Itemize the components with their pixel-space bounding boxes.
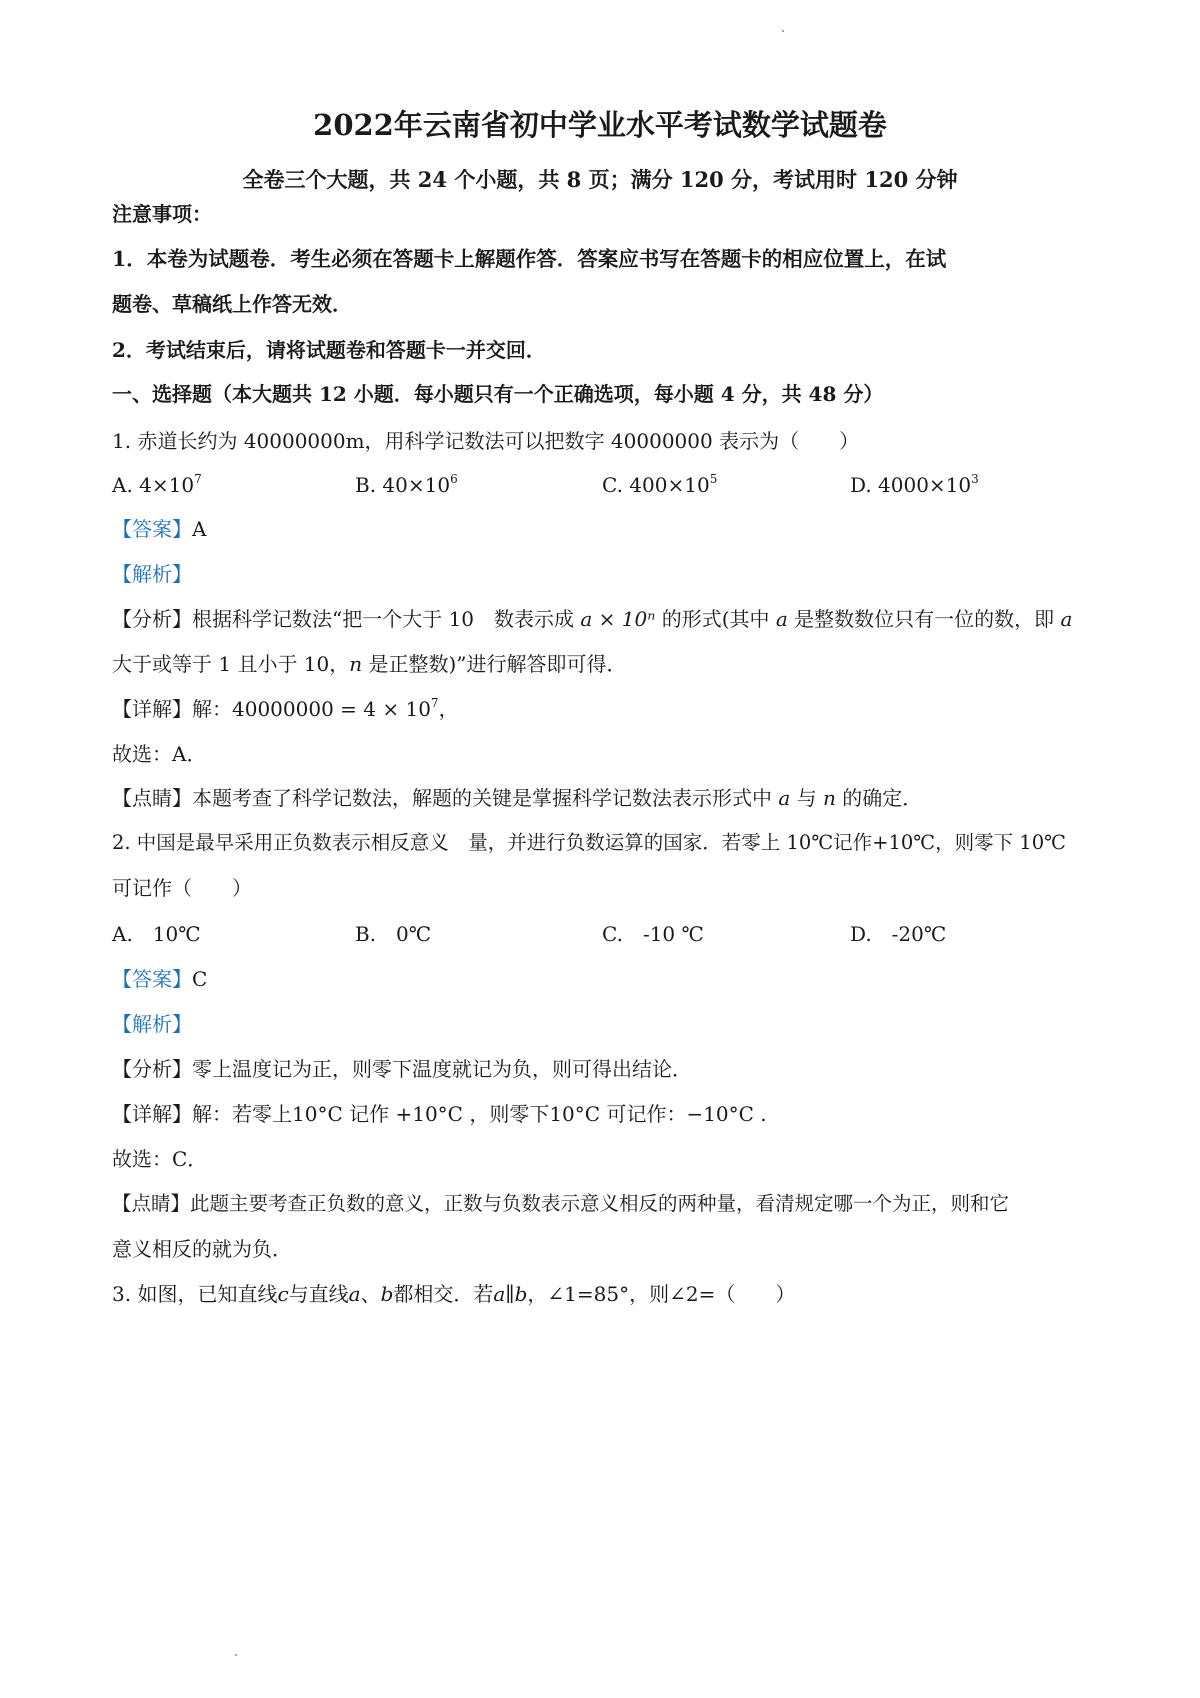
q2-stem-line-2: 可记作（ ） <box>112 876 252 900</box>
q1-comment-var-n: n <box>823 786 836 810</box>
q1-comment <box>112 784 922 812</box>
q2-comment-tag: 【点睛】 <box>112 1192 191 1215</box>
q1-option-b <box>355 471 458 499</box>
q1-option-c <box>602 471 717 499</box>
page-subtitle: 全卷三个大题，共 24 个小题，共 8 页；满分 120 分，考试用时 120 分钟 <box>242 167 958 192</box>
q1-analysis-text-2: 的形式(其中 <box>661 607 770 631</box>
q3-stem-text-5: ，∠1=85°，则∠2=（ ） <box>527 1282 796 1306</box>
q2-analysis-text: 零上温度记为正，则零下温度就记为负，则可得出结论． <box>192 1057 692 1081</box>
q2-answer <box>112 965 207 993</box>
q2-option-b: B. 0℃ <box>355 922 432 946</box>
q1-analysis-tag: 【分析】 <box>112 607 192 631</box>
notice-heading: 注意事项： <box>112 202 212 226</box>
q2-jiexi-tag: 【解析】 <box>112 1012 192 1036</box>
q2-detail <box>112 1100 767 1128</box>
q1-analysis-line-2 <box>112 650 627 678</box>
q1-jiexi-tag: 【解析】 <box>112 562 192 586</box>
page-title: 2022年云南省初中学业水平考试数学试题卷 <box>313 108 887 142</box>
q3-stem-var-b-2: b <box>514 1282 528 1306</box>
q1-answer-tag: 【答案】 <box>112 517 192 541</box>
q1-option-d <box>850 471 979 499</box>
notice-item-2: 2．考试结束后，请将试题卷和答题卡一并交回． <box>112 338 546 362</box>
q2-choose: 故选：C． <box>112 1147 208 1171</box>
notice-item-1-line-2: 题卷、草稿纸上作答无效． <box>112 292 352 316</box>
q1-analysis-text-4: 大于或等于 1 且小于 10， <box>112 652 350 676</box>
q2-comment-line-1 <box>112 1190 1009 1218</box>
q1-comment-text-2: 与 <box>796 786 817 810</box>
q1-detail-exponent: 7 <box>430 696 439 710</box>
q1-detail-end: ， <box>438 697 459 721</box>
q1-stem: 1. 赤道长约为 40000000m，用科学记数法可以把数字 40000000 表示为（ ） <box>112 429 860 453</box>
q1-answer-value: A <box>192 517 207 541</box>
q1-comment-tag: 【点睛】 <box>112 786 192 810</box>
q1-comment-text-1: 本题考查了科学记数法，解题的关键是掌握科学记数法表示形式中 <box>192 786 772 810</box>
q1-detail-text: 解：40000000 = 4 × 10 <box>192 697 431 721</box>
q2-comment-line-2: 意义相反的就为负． <box>112 1237 292 1261</box>
q3-stem-text-2: 与直线 <box>288 1282 349 1306</box>
q1-option-b-exponent: 6 <box>450 472 458 486</box>
q3-stem <box>112 1280 795 1308</box>
q1-option-a-text: A. 4×10 <box>112 473 195 497</box>
q2-detail-text: 解：若零上10°C 记作 +10°C ，则零下10°C 可记作：−10°C . <box>192 1102 767 1126</box>
scan-dot <box>782 30 784 32</box>
q1-choose: 故选：A． <box>112 742 207 766</box>
q1-detail-tag: 【详解】 <box>112 697 192 721</box>
q1-option-c-exponent: 5 <box>709 472 718 486</box>
q3-stem-text-4: 都相交．若 <box>393 1282 494 1306</box>
q2-answer-value: C <box>192 967 208 991</box>
q1-comment-var-a: a <box>778 786 791 810</box>
q1-option-d-text: D. 4000×10 <box>850 473 972 497</box>
q2-stem-line-1: 2. 中国是最早采用正负数表示相反意义 量，并进行负数运算的国家．若零上 10℃记作+10℃，则零下 10℃ <box>112 831 1066 854</box>
q1-analysis-var-n: n <box>349 652 363 676</box>
q2-analysis <box>112 1055 692 1083</box>
q2-option-d: D. -20℃ <box>850 922 947 946</box>
q1-analysis-var-a: a <box>775 607 788 631</box>
q1-option-c-text: C. 400×10 <box>602 473 710 497</box>
q1-answer <box>112 515 206 543</box>
q1-analysis-text-5: 是正整数)”进行解答即可得． <box>368 652 627 676</box>
q3-stem-parallel: ∥ <box>505 1282 515 1306</box>
q3-stem-text-3: 、 <box>360 1282 381 1306</box>
q3-stem-var-a: a <box>348 1282 361 1306</box>
q1-option-d-exponent: 3 <box>971 472 979 486</box>
section-1-heading: 一、选择题（本大题共 12 小题．每小题只有一个正确选项，每小题 4 分，共 48 分） <box>112 382 884 406</box>
q3-stem-text-1: 3. 如图，已知直线 <box>112 1282 278 1306</box>
q1-analysis-line-1 <box>112 605 1072 633</box>
q3-stem-var-c: c <box>277 1282 289 1306</box>
q1-analysis-text-1: 根据科学记数法“把一个大于 10 数表示成 <box>192 607 575 631</box>
q1-option-b-text: B. 40×10 <box>355 473 451 497</box>
notice-item-1-line-1: 1．本卷为试题卷．考生必须在答题卡上解题作答．答案应书写在答题卡的相应位置上，在试 <box>112 247 947 271</box>
q2-comment-text-1: 此题主要考查正负数的意义，正数与负数表示意义相反的两种量，看清规定哪一个为正，则和它 <box>190 1192 1010 1215</box>
q1-option-a-exponent: 7 <box>194 472 202 486</box>
q3-stem-var-b: b <box>380 1282 394 1306</box>
q2-answer-tag: 【答案】 <box>112 967 192 991</box>
q1-detail <box>112 695 459 723</box>
scan-dot-bottom <box>235 1654 237 1656</box>
q1-analysis-formula: a × 10ⁿ <box>580 607 656 631</box>
q2-option-a: A. 10℃ <box>112 922 201 946</box>
q2-analysis-tag: 【分析】 <box>112 1057 192 1081</box>
q1-analysis-text-3: 是整数数位只有一位的数，即 <box>794 607 1055 631</box>
q3-stem-var-a-2: a <box>493 1282 506 1306</box>
q1-option-a <box>112 471 202 499</box>
q2-option-c: C. -10 ℃ <box>602 922 704 946</box>
q1-analysis-var-a-2: a <box>1060 607 1073 631</box>
q2-detail-tag: 【详解】 <box>112 1102 192 1126</box>
q1-comment-text-3: 的确定． <box>842 786 923 810</box>
